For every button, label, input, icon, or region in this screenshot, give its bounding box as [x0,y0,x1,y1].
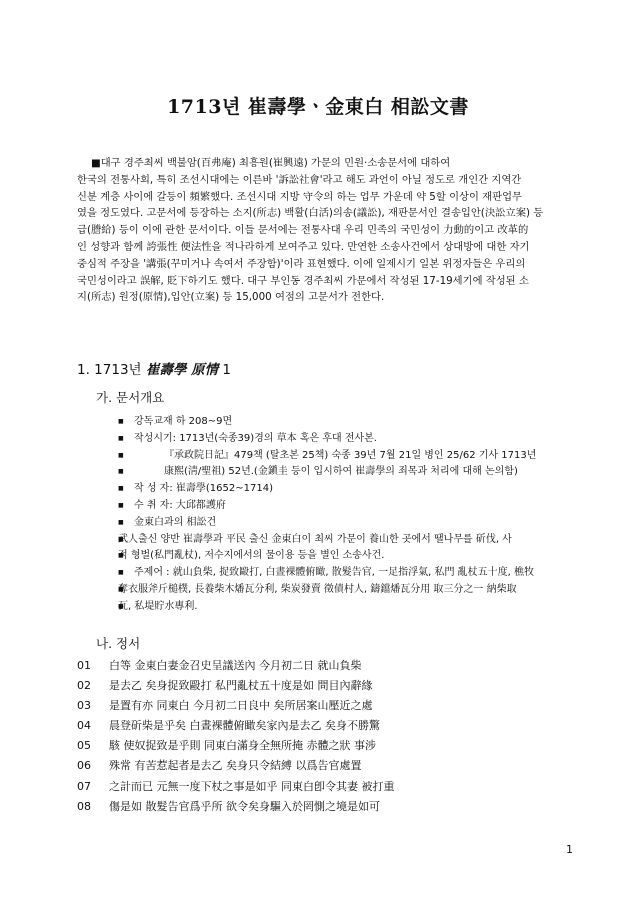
line-text: 殊常 有苦惹起者是去乙 矣身只令結縛 以爲告官處置 [109,759,362,773]
intro-line: ■대구 경주최씨 백불암(百弗庵) 최흥원(崔興遠) 가문의 민원·소송문서에 대하여 [91,157,451,169]
bullet-item: ■ 작 성 자: 崔壽學(1652~1714) [118,481,588,498]
line-text: 之計而已 元無一度下杖之事是如乎 同東白卽令其妻 被打重 [109,779,395,793]
bullet-continuation-text: 적 형벌(私門亂杖), 저수지에서의 물이용 등을 별인 소송사건. [118,550,385,562]
bullet-continuation [118,448,588,465]
line-text: 駭 使奴捉致是乎則 同東白滿身全無所掩 赤體之狀 事涉 [109,739,376,753]
section-heading [77,358,231,378]
intro-line: 신분 계층 사이에 갈등이 頻繁했다. 조선시대 지방 守令의 하는 업무 가운데 약 5할 이상이 재판업무 [77,190,522,203]
subsection-heading-transcription: 나. 정서 [96,636,141,651]
page-number: 1 [566,843,573,856]
line-number: 04 [77,719,91,733]
section-number: 1. 1713년 [77,362,142,378]
bullet-continuation-text: 康熙(淸/聖祖) 52년.(金鎭圭 등이 입시하여 崔壽學의 죄목과 처리에 대해 논의함) [164,466,518,478]
subsection-heading-overview: 가. 문서개요 [96,390,165,405]
bullet-item: ■ 작성시기: 1713년(숙종39)경의 草本 혹은 후대 전사본. [118,431,588,448]
line-text: 白等 金東白妻金召史呈議送內 今月初二日 就山負柴 [109,659,362,672]
text-line [77,716,395,736]
transcription-lines [77,656,395,817]
section-suffix: 1 [222,362,231,378]
line-number: 08 [77,799,91,813]
document-title: 1713년 崔壽學ㆍ金東白 相訟文書 [167,96,469,118]
intro-line: 국민성이라고 誤解, 貶下하기도 했다. 대구 부인동 경주최씨 가문에서 작성된 17-19세기에 작성된 소 [77,274,529,287]
text-line [77,777,395,797]
bullet-continuation [118,599,588,616]
bullet-item: ■ 주제어 : 就山負柴, 捉致毆打, 白晝裸體俯瞰, 散髮告官, 一足指浮氣, 私門 亂杖五十度, 樵牧 [118,565,588,582]
bullet-continuation-text: 瓦, 私堤貯水專利. [118,600,198,612]
intro-line: 지(所志) 원정(原情),입안(立案) 등 15,000 여점의 고문서가 전한다. [77,291,385,304]
text-line [77,696,395,716]
intro-line: 중심적 주장을 '講張(꾸미거나 속여서 주장함)'이라 표현했다. 이에 일제시기 일본 위정자들은 우리의 [77,257,526,270]
line-number: 05 [77,739,91,753]
line-text: 是置有亦 同東白 今月初二日良中 矣所居案山壓近之處 [109,699,373,713]
bullet-item: ■ 수 취 자: 大邱都護府 [118,498,588,515]
bullet-continuation [118,548,588,565]
line-text: 是去乙 矣身捉致毆打 私門亂杖五十度是如 問目內辭緣 [109,679,373,693]
bullet-continuation-text: 『承政院日記』479책 (탈초본 25책) 숙종 39년 7월 21일 병인 25/62 기사 1713년 [164,449,537,461]
bullet-continuation [118,582,588,599]
intro-paragraph [77,155,577,306]
line-number: 06 [77,759,91,773]
intro-line: 급(謄給) 등이 이에 관한 문서이다. 이들 문서에는 전통사대 우리 민족의 국민성이 力動的이고 改革的 [77,224,529,237]
text-line [77,797,395,817]
text-line [77,736,395,756]
bullet-continuation [118,464,588,481]
text-line [77,656,395,676]
intro-line: 였을 정도였다. 고문서에 등장하는 소지(所志) 백활(白活)의송(議訟), 재판문서인 결송입안(決訟立案) 등 [77,207,544,220]
bullet-continuation-text: 武人출신 양반 崔壽學과 平民 출신 金東白이 최씨 가문이 養山한 곳에서 땔나무를 斫伐, 사 [118,533,512,545]
line-text: 晨登斫柴是乎矣 白晝裸體俯瞰矣家內是去乙 矣身不勝驚 [109,719,380,733]
intro-line: 한국의 전통사회, 특히 조선시대에는 이른바 '訴訟社會'라고 해도 과언이 아닐 정도로 개인간 지역간 [77,173,522,186]
intro-line: 인 성향과 함께 誇張性 便法性을 적나라하게 보여주고 있다. 만연한 소송사건에서 상대방에 대한 자기 [77,240,530,253]
bullet-item: ■ 金東白과의 相訟건 [118,515,588,532]
overview-bullet-list [118,414,588,616]
line-number: 03 [77,699,91,713]
bullet-continuation-text: 奪衣服斧斤槌樸, 長養柴木燔瓦分利, 柴炭發賣 徵債村人, 鑄鐺燔瓦分用 取三分之一 納柴取 [118,583,517,595]
line-number: 07 [77,779,91,793]
text-line [77,756,395,776]
bullet-continuation [118,532,588,549]
line-number: 01 [77,659,91,672]
line-text: 傷是如 散髮告官爲乎所 欲令矣身驅入於罔惻之境是如可 [109,799,380,813]
section-title: 崔壽學 原情 [145,362,219,378]
bullet-item: ■ 강독교재 하 208~9면 [118,414,588,431]
line-number: 02 [77,679,91,693]
text-line [77,676,395,696]
